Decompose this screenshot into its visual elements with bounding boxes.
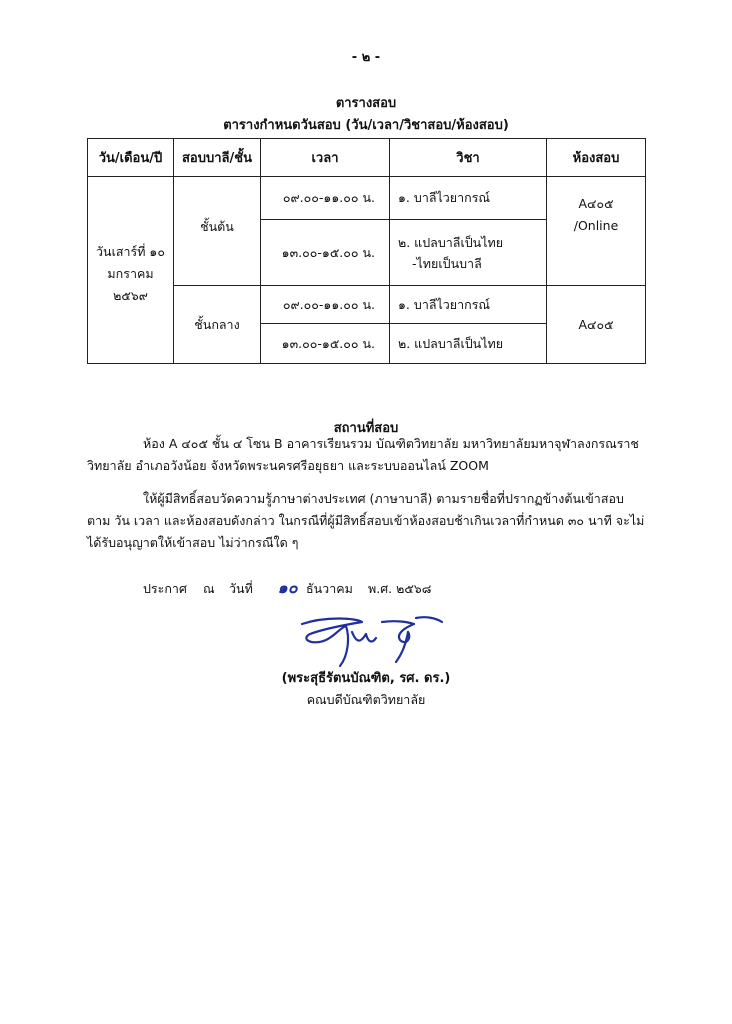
exam-date-year: ๒๕๖๙	[113, 288, 148, 303]
announce-month: ธันวาคม	[306, 581, 353, 596]
header-time: เวลา	[261, 139, 390, 177]
room-basic-cell	[547, 177, 646, 286]
page-number: - ๒ -	[351, 50, 381, 65]
announce-year: พ.ศ. ๒๕๖๘	[368, 581, 432, 596]
location-text: ห้อง A ๔๐๕ ชั้น ๔ โซน B อาคารเรียนรวม บัณฑิตวิทยาลัย มหาวิทยาลัยมหาจุฬาลงกรณราชวิทยาลัย อำเภอวังน้อย จังหวัดพระนครศรีอยุธยา และระบบออนไลน์ ZOOM	[87, 436, 639, 473]
header-date: วัน/เดือน/ปี	[88, 139, 174, 177]
subject-line1: ๒. แปลบาลีเป็นไทย	[398, 234, 504, 250]
room-basic-line1: A๔๐๕	[578, 196, 614, 211]
time-cell: ๐๙.๐๐-๑๑.๐๐ น.	[261, 177, 390, 220]
signature-image	[296, 612, 446, 668]
exam-schedule-table	[87, 138, 646, 364]
header-subject: วิชา	[390, 139, 547, 177]
subject-cell: ๒. แปลบาลีเป็นไทย	[390, 324, 547, 364]
level-intermediate-cell: ชั้นกลาง	[174, 286, 261, 364]
exam-date-month: มกราคม	[107, 266, 154, 281]
time-cell: ๑๓.๐๐-๑๕.๐๐ น.	[261, 324, 390, 364]
document-title: ตารางสอบ	[335, 96, 397, 111]
exam-date-cell	[88, 177, 174, 364]
signer-title: คณบดีบัณฑิตวิทยาลัย	[306, 692, 426, 707]
exam-date-day: วันเสาร์ที่ ๑๐	[96, 244, 165, 259]
subject-line2: -ไทยเป็นบาลี	[412, 255, 482, 271]
subject-cell: ๑. บาลีไวยากรณ์	[390, 286, 547, 324]
location-heading: สถานที่สอบ	[333, 421, 399, 436]
table-row	[88, 177, 646, 220]
instruction-paragraph	[87, 488, 645, 554]
announce-day-label: วันที่	[229, 581, 253, 596]
room-intermediate-cell: A๔๐๕	[547, 286, 646, 364]
location-paragraph	[87, 433, 645, 477]
level-basic-cell: ชั้นต้น	[174, 177, 261, 286]
time-cell: ๐๙.๐๐-๑๑.๐๐ น.	[261, 286, 390, 324]
table-header-row	[88, 139, 646, 177]
subject-cell: ๑. บาลีไวยากรณ์	[390, 177, 547, 220]
subject-cell	[390, 220, 547, 286]
time-cell: ๑๓.๐๐-๑๕.๐๐ น.	[261, 220, 390, 286]
header-level: สอบบาลี/ชั้น	[174, 139, 261, 177]
announce-prefix: ประกาศ	[143, 581, 187, 596]
header-room: ห้องสอบ	[547, 139, 646, 177]
announce-at: ณ	[203, 581, 215, 596]
document-subtitle: ตารางกำหนดวันสอบ (วัน/เวลา/วิชาสอบ/ห้องสอบ)	[223, 118, 509, 133]
signer-name: (พระสุธีรัตนบัณฑิต, รศ. ดร.)	[281, 671, 451, 686]
handwritten-day: ๑๐	[277, 578, 298, 597]
announcement-line	[143, 576, 431, 601]
room-basic-line2: /Online	[573, 218, 619, 233]
instruction-text: ให้ผู้มีสิทธิ์สอบวัดความรู้ภาษาต่างประเทศ (ภาษาบาลี) ตามรายชื่อที่ปรากฏข้างต้นเข้าสอบตาม วัน เวลา และห้องสอบดังกล่าว ในกรณีที่ผู้มีสิทธิ์สอบเข้าห้องสอบช้าเกินเวลาที่กำหนด ๓๐ นาที จะไม่ได้รับอนุญาตให้เข้าสอบ ไม่ว่ากรณีใด ๆ	[87, 491, 645, 550]
